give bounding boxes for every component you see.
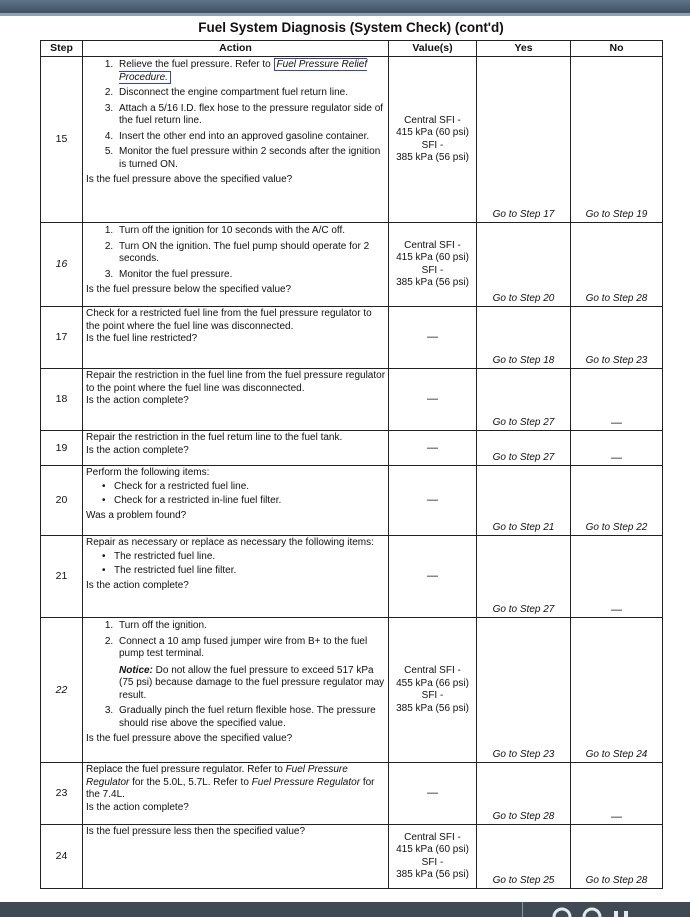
action-cell [83, 618, 389, 763]
value-cell [389, 618, 477, 763]
header-step: Step [41, 41, 83, 57]
action-text: Relieve the fuel pressure. Refer to [119, 59, 274, 70]
no-cell: Go to Step 28 [571, 825, 663, 889]
value-cell: — [389, 763, 477, 825]
step-number: 18 [41, 369, 83, 431]
table-row [41, 369, 663, 431]
yes-cell: Go to Step 17 [477, 57, 571, 223]
action-text: Perform the following items: [86, 467, 210, 478]
header-values: Value(s) [389, 41, 477, 57]
question-text: Is the fuel pressure above the specified value? [86, 174, 293, 185]
no-cell: — [571, 369, 663, 431]
value-label: SFI - [421, 856, 444, 868]
list-item: • Check for a restricted in-line fuel filter. [106, 495, 386, 508]
table-row [41, 763, 663, 825]
list-item: 3. Attach a 5/16 I.D. flex hose to the pressure regulator side of the fuel return line. [116, 103, 386, 128]
fuel-pressure-regulator-ref[interactable]: Fuel Pressure Regulator [86, 764, 348, 788]
page-title: Fuel System Diagnosis (System Check) (cont'd) [198, 20, 504, 35]
no-cell: — [571, 536, 663, 618]
step-number: 15 [41, 57, 83, 223]
list-item: • The restricted fuel line filter. [106, 565, 386, 578]
value-label: SFI - [421, 690, 444, 701]
value-pressure: 455 kPa (66 psi) [396, 677, 469, 689]
header-yes: Yes [477, 41, 571, 57]
value-label: Central SFI - [404, 665, 461, 676]
no-cell: Go to Step 28 [571, 223, 663, 307]
value-cell: — [389, 536, 477, 618]
no-cell: Go to Step 19 [571, 57, 663, 223]
step-number: 21 [41, 536, 83, 618]
bottom-bar [0, 902, 690, 917]
yes-cell: Go to Step 18 [477, 307, 571, 369]
list-item: 2. Turn ON the ignition. The fuel pump should operate for 2 seconds. [116, 241, 386, 266]
notice-text [119, 665, 386, 703]
value-pressure: 415 kPa (60 psi) [396, 127, 469, 138]
notice-body: Do not allow the fuel pressure to exceed 517 kPa (75 psi) because damage to the fuel pressure regulator may result. [119, 664, 385, 701]
step-number: 19 [41, 431, 83, 466]
table-row [41, 223, 663, 307]
yes-cell: Go to Step 27 [477, 536, 571, 618]
question-text: Is the fuel line restricted? [86, 333, 198, 344]
action-cell [83, 57, 389, 223]
action-cell [83, 307, 389, 369]
value-cell [389, 825, 477, 889]
question-text: Is the fuel pressure below the specified value? [86, 284, 292, 295]
table-row [41, 466, 663, 536]
list-item: 2. Disconnect the engine compartment fuel return line. [116, 87, 386, 100]
list-item: 3. Monitor the fuel pressure. [116, 269, 386, 282]
action-text [86, 764, 386, 802]
table-row [41, 536, 663, 618]
step-number: 23 [41, 763, 83, 825]
value-pressure: 385 kPa (56 psi) [396, 869, 469, 880]
action-text: 2. Connect a 10 amp fused jumper wire from B+ to the fuel pump test terminal. [119, 635, 368, 659]
header-no: No [571, 41, 663, 57]
table-row [41, 307, 663, 369]
step-number: 20 [41, 466, 83, 536]
value-cell: — [389, 307, 477, 369]
header-row [41, 41, 663, 57]
action-text: Repair the restriction in the fuel retum line to the fuel tank. [86, 432, 343, 443]
step-number: 24 [41, 825, 83, 889]
yes-cell: Go to Step 20 [477, 223, 571, 307]
value-pressure: 415 kPa (60 psi) [396, 252, 469, 263]
question-text: Is the fuel pressure less then the specified value? [86, 826, 306, 837]
value-pressure: 385 kPa (56 psi) [396, 152, 469, 163]
question-text: Was a problem found? [86, 509, 187, 521]
value-label: SFI - [421, 139, 444, 151]
action-text: Repair the restriction in the fuel line from the fuel pressure regulator to the point where the fuel line was disconnected. [86, 370, 386, 394]
no-cell: — [571, 763, 663, 825]
action-cell [83, 763, 389, 825]
list-item [116, 636, 386, 703]
list-item: 5. Monitor the fuel pressure within 2 seconds after the ignition is turned ON. [116, 146, 386, 171]
yes-cell: Go to Step 25 [477, 825, 571, 889]
value-cell [389, 57, 477, 223]
action-text-part: for the 5.0L, 5.7L. Refer to [129, 776, 252, 788]
question-text: Is the action complete? [86, 579, 189, 591]
value-label: Central SFI - [404, 239, 461, 251]
value-cell: — [389, 431, 477, 466]
question-text: Is the action complete? [86, 444, 189, 456]
question-text: Is the fuel pressure above the specified value? [86, 733, 293, 744]
value-pressure: 385 kPa (56 psi) [396, 702, 469, 714]
yes-cell: Go to Step 23 [477, 618, 571, 763]
diagnosis-table [40, 40, 663, 889]
yes-cell: Go to Step 27 [477, 431, 571, 466]
no-cell: Go to Step 24 [571, 618, 663, 763]
question-text: Is the action complete? [86, 801, 189, 813]
fuel-pressure-relief-link[interactable]: Fuel Pressure Relief Procedure. [119, 59, 368, 83]
bottom-bar-divider [522, 902, 523, 917]
action-text-part: for the 7.4L. [86, 776, 375, 800]
no-cell: — [571, 431, 663, 466]
list-item: • Check for a restricted fuel line. [106, 481, 386, 494]
brand-logo-icon [552, 905, 682, 917]
action-text: Repair as necessary or replace as necessary the following items: [86, 537, 374, 548]
no-cell: Go to Step 23 [571, 307, 663, 369]
action-cell [83, 369, 389, 431]
question-text: Is the action complete? [86, 395, 189, 406]
table-row [41, 431, 663, 466]
yes-cell: Go to Step 28 [477, 763, 571, 825]
step-number: 17 [41, 307, 83, 369]
table-row [41, 57, 663, 223]
value-cell: — [389, 466, 477, 536]
list-item [116, 59, 386, 84]
value-label: Central SFI - [404, 114, 461, 126]
value-pressure: 385 kPa (56 psi) [396, 277, 469, 288]
value-label: SFI - [421, 264, 444, 276]
list-item: • The restricted fuel line. [106, 551, 386, 564]
value-cell: — [389, 369, 477, 431]
table-row [41, 618, 663, 763]
fuel-pressure-regulator-ref[interactable]: Fuel Pressure Regulator [251, 776, 361, 788]
step-number: 22 [41, 618, 83, 763]
action-cell [83, 223, 389, 307]
no-cell: Go to Step 22 [571, 466, 663, 536]
table-row [41, 825, 663, 889]
list-item: 3. Gradually pinch the fuel return flexible hose. The pressure should rise above the specified value. [116, 705, 386, 730]
action-text: Check for a restricted fuel line from the fuel pressure regulator to the point where the fuel line was disconnected. [86, 308, 372, 332]
step-number: 16 [41, 223, 83, 307]
notice-label: Notice: [119, 664, 153, 676]
list-item: 4. Insert the other end into an approved gasoline container. [116, 131, 386, 144]
yes-cell: Go to Step 27 [477, 369, 571, 431]
value-cell [389, 223, 477, 307]
list-item: 1. Turn off the ignition for 10 seconds with the A/C off. [116, 225, 386, 238]
header-action: Action [83, 41, 389, 57]
value-label: Central SFI - [404, 831, 461, 843]
action-cell [83, 536, 389, 618]
yes-cell: Go to Step 21 [477, 466, 571, 536]
action-cell [83, 466, 389, 536]
action-cell [83, 825, 389, 889]
value-pressure: 415 kPa (60 psi) [396, 844, 469, 855]
action-cell [83, 431, 389, 466]
action-text-part: Replace the fuel pressure regulator. Refer to [86, 764, 286, 775]
top-bar [0, 0, 690, 16]
list-item: 1. Turn off the ignition. [116, 620, 386, 633]
